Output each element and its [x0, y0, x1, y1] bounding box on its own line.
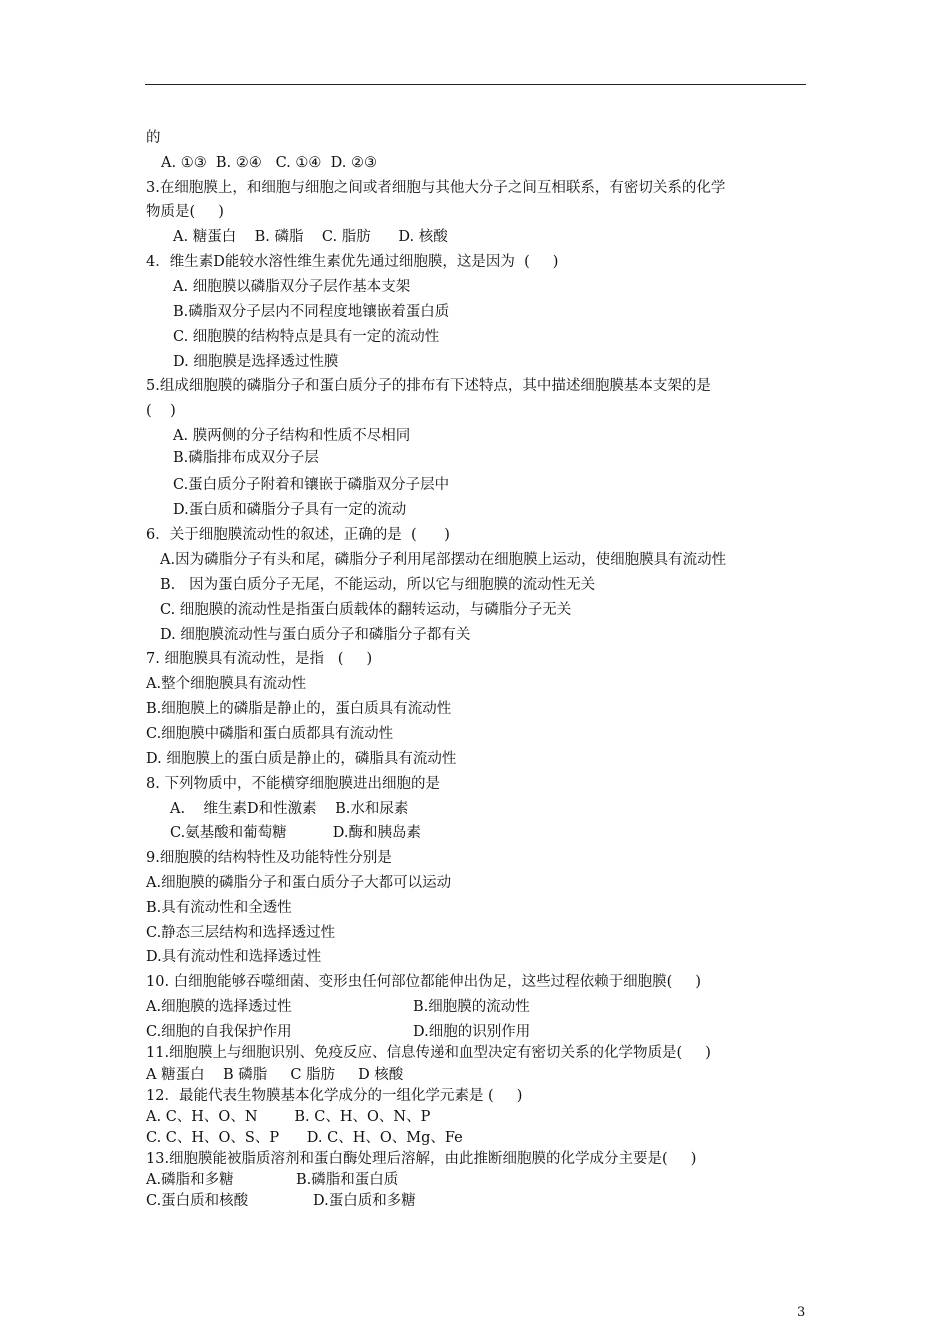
text-line: A.磷脂和多糖 — [146, 1172, 234, 1188]
text-line: 11.细胞膜上与细胞识别、免疫反应、信息传递和血型决定有密切关系的化学物质是( ) — [146, 1045, 711, 1061]
text-line: D.具有流动性和选择透过性 — [146, 949, 322, 965]
text-line: B.细胞膜上的磷脂是静止的，蛋白质具有流动性 — [146, 701, 452, 717]
text-line: C.细胞膜中磷脂和蛋白质都具有流动性 — [146, 726, 394, 742]
text-line: C.氨基酸和葡萄糖 D.酶和胰岛素 — [170, 825, 421, 841]
text-line: D.细胞的识别作用 — [413, 1024, 531, 1040]
text-line: A. C、H、O、N B. C、H、O、N、P — [146, 1109, 431, 1125]
text-line: 物质是( ) — [146, 204, 224, 220]
text-line: A. 糖蛋白 B. 磷脂 C. 脂肪 D. 核酸 — [173, 229, 448, 245]
text-line: D. 细胞膜是选择透过性膜 — [173, 354, 339, 370]
text-line: 10. 白细胞能够吞噬细菌、变形虫任何部位都能伸出伪足，这些过程依赖于细胞膜( ) — [146, 974, 702, 990]
text-line: B.具有流动性和全透性 — [146, 900, 292, 916]
text-line: ( ) — [146, 403, 176, 419]
text-line: C.细胞的自我保护作用 — [146, 1024, 292, 1040]
text-line: A. 维生素D和性激素 B.水和尿素 — [170, 801, 409, 817]
text-line: B.细胞膜的流动性 — [413, 999, 530, 1015]
text-line: A.细胞膜的磷脂分子和蛋白质分子大都可以运动 — [146, 875, 452, 891]
text-line: C.静态三层结构和选择透过性 — [146, 925, 336, 941]
text-line: B. 因为蛋白质分子无尾，不能运动，所以它与细胞膜的流动性无关 — [160, 577, 596, 593]
text-line: D. 细胞膜流动性与蛋白质分子和磷脂分子都有关 — [160, 627, 471, 643]
text-line: 12．最能代表生物膜基本化学成分的一组化学元素是 ( ) — [146, 1088, 523, 1104]
text-line: 13.细胞膜能被脂质溶剂和蛋白酶处理后溶解，由此推断细胞膜的化学成分主要是( ) — [146, 1151, 697, 1167]
text-line: A. 细胞膜以磷脂双分子层作基本支架 — [173, 279, 411, 295]
text-line: B.磷脂和蛋白质 — [296, 1172, 399, 1188]
text-line: C.蛋白质分子附着和镶嵌于磷脂双分子层中 — [173, 477, 450, 493]
text-line: D.蛋白质和磷脂分子具有一定的流动 — [173, 502, 407, 518]
text-line: A. 膜两侧的分子结构和性质不尽相同 — [173, 428, 411, 444]
text-line: 9.细胞膜的结构特性及功能特性分别是 — [146, 850, 392, 866]
text-line: C. 细胞膜的流动性是指蛋白质载体的翻转运动，与磷脂分子无关 — [160, 602, 572, 618]
text-line: 3.在细胞膜上，和细胞与细胞之间或者细胞与其他大分子之间互相联系，有密切关系的化学 — [146, 180, 726, 196]
text-line: 6．关于细胞膜流动性的叙述，正确的是 ( ) — [146, 527, 450, 543]
text-line: C. C、H、O、S、P D. C、H、O、Mg、Fe — [146, 1130, 463, 1146]
text-line: D. 细胞膜上的蛋白质是静止的，磷脂具有流动性 — [146, 751, 457, 767]
text-line: A.细胞膜的选择透过性 — [146, 999, 292, 1015]
text-line: 7. 细胞膜具有流动性，是指 ( ) — [146, 651, 373, 667]
text-line: C. 细胞膜的结构特点是具有一定的流动性 — [173, 329, 440, 345]
text-line: C.蛋白质和核酸 — [146, 1193, 249, 1209]
text-line: 4．维生素D能较水溶性维生素优先通过细胞膜，这是因为 ( ) — [146, 254, 559, 270]
text-line: A.整个细胞膜具有流动性 — [146, 676, 307, 692]
text-line: D.蛋白质和多糖 — [313, 1193, 416, 1209]
header-rule — [145, 84, 806, 85]
text-line: B.磷脂排布成双分子层 — [173, 450, 319, 466]
page-number: 3 — [797, 1305, 806, 1320]
text-line: 8. 下列物质中，不能横穿细胞膜进出细胞的是 — [146, 776, 440, 792]
text-line: A.因为磷脂分子有头和尾，磷脂分子利用尾部摆动在细胞膜上运动，使细胞膜具有流动性 — [160, 552, 727, 568]
text-line: B.磷脂双分子层内不同程度地镶嵌着蛋白质 — [173, 304, 450, 320]
text-line: 的 — [146, 130, 161, 146]
text-line: A 糖蛋白 B 磷脂 C 脂肪 D 核酸 — [146, 1067, 404, 1083]
text-line: A. ①③ B. ②④ C. ①④ D. ②③ — [161, 155, 377, 171]
text-line: 5.组成细胞膜的磷脂分子和蛋白质分子的排布有下述特点，其中描述细胞膜基本支架的是 — [146, 378, 711, 394]
